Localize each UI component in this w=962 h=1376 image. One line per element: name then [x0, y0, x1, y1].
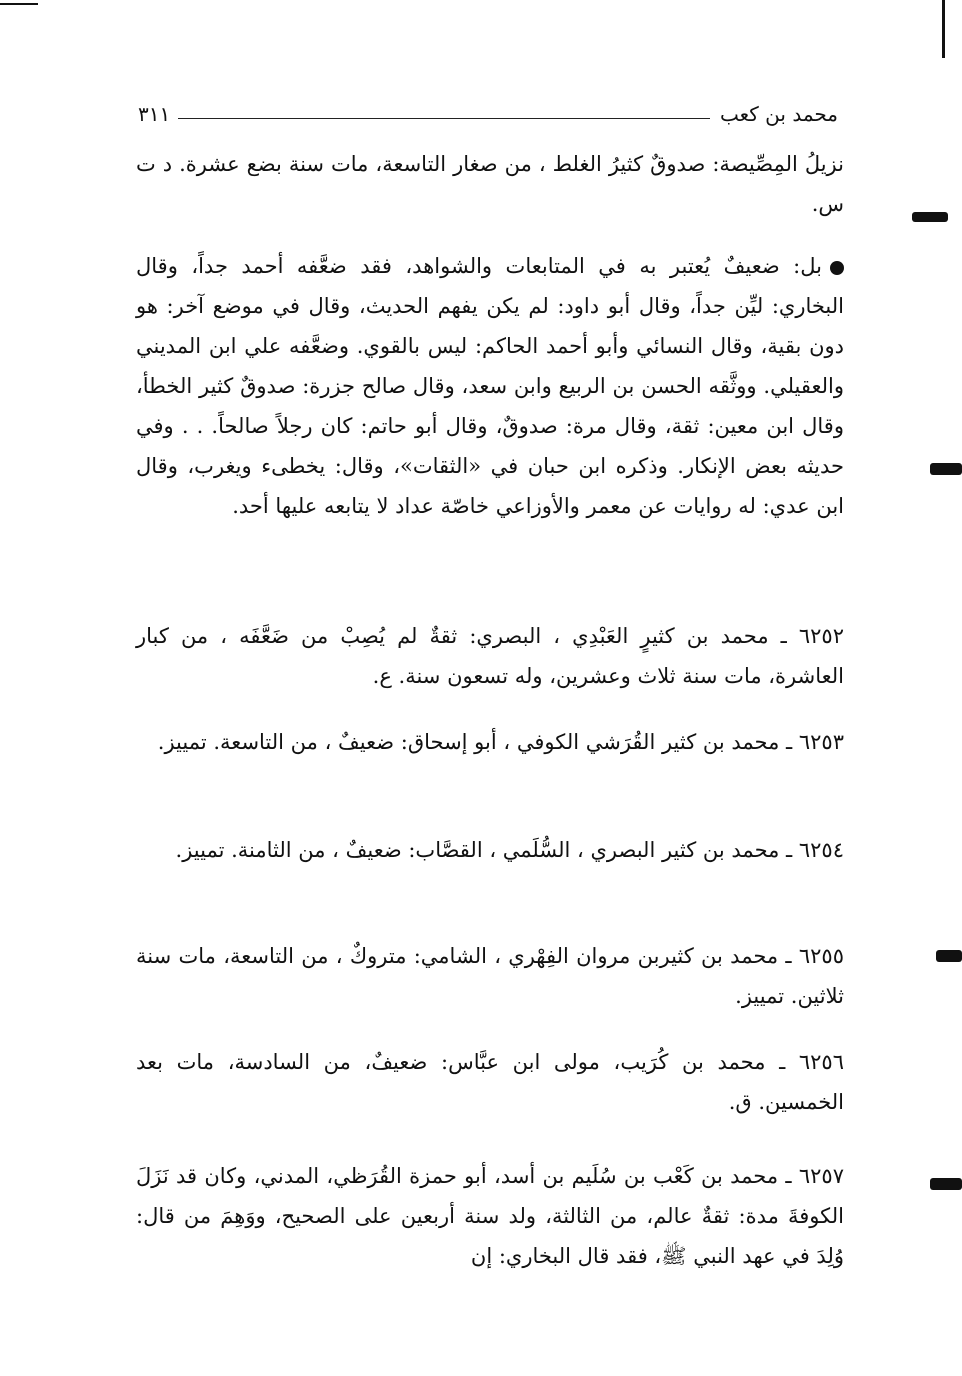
comment-paragraph [136, 246, 844, 526]
entry-6255 [136, 936, 844, 1016]
entry-text: ٦٢٥٣ ـ محمد بن كثير القُرَشي الكوفي ، أبو إسحاق: ضعيفٌ ، من التاسعة. تمييز. [157, 730, 844, 754]
entry-text: ٦٢٥٧ ـ محمد بن كَعْب بن سُلَيم بن أسد، أبو حمزة القُرَظي، المدني، وكان قد نَزَلَ الكوفةَ مدة: ثقةٌ عالم، من الثالثة، ولد سنة أربعين على الصحيح، ووَهِمَ من قال: وُلِدَ في عهد النبي ﷺ، فقد قال البخاري: إن [136, 1164, 844, 1268]
entry-6253 [136, 722, 844, 762]
entry-text: ٦٢٥٤ ـ محمد بن كثير البصري ، السُّلَمي ، القصَّاب: ضعيفٌ ، من الثامنة. تمييز. [175, 838, 844, 862]
entry-6257 [136, 1156, 844, 1276]
entry-6252 [136, 616, 844, 696]
margin-mark [930, 1178, 962, 1190]
margin-mark [912, 212, 948, 222]
page-number: ٣١١ [138, 102, 171, 126]
page-header [138, 96, 838, 126]
paragraph-text: نزيلُ المِصِّيصة: صدوقٌ كثيرُ الغلط ، من صغار التاسعة، مات سنة بضع عشرة. د ت س. [136, 152, 844, 216]
corner-mark-right [942, 0, 945, 58]
running-title: محمد بن كعب [720, 102, 838, 126]
comment-text: بل: ضعيفٌ يُعتبر به في المتابعات والشواهد، فقد ضعَّفه أحمد جداً، وقال البخاري: ليِّن جداً، وقال أبو داود: لم يكن يفهم الحديث، وقال في موضع آخر: هو دون بقية، وقال النسائي وأبو أحمد الحاكم: ليس بالقوي. وضعَّفه علي ابن المديني والعقيلي. ووثَّقه الحسن بن الربيع وابن سعد، وقال صالح جزرة: صدوقٌ كثير الخطأ، وقال ابن معين: ثقة، وقال مرة: صدوقٌ، وقال أبو حاتم: كان رجلاً صالحاً. . . وفي حديثه بعض الإنكار. وذكره ابن حبان في «الثقات»، وقال: يخطىء ويغرب، وقال ابن عدي: له روايات عن معمر والأوزاعي خاصّة عداد لا يتابعه عليها أحد. [136, 254, 844, 518]
paragraph-continuation [136, 144, 844, 224]
bullet-icon [830, 261, 844, 275]
margin-mark [936, 950, 962, 962]
entry-text: ٦٢٥٦ ـ محمد بن كُرَيب، مولى ابن عبَّاس: ضعيفٌ، من السادسة، مات بعد الخمسين. ق. [136, 1050, 844, 1114]
comment-line [136, 246, 844, 526]
header-rule [178, 118, 710, 119]
entry-text: ٦٢٥٢ ـ محمد بن كثيرٍ العَبْدِي ، البصري: ثقةٌ لم يُصِبْ من ضَعَّفَه ، من كبار العاشرة، مات سنة ثلاث وعشرين، وله تسعون سنة. ع. [136, 624, 844, 688]
entry-text: ٦٢٥٥ ـ محمد بن كثيربن مروان الفِهْري ، الشامي: متروكٌ ، من التاسعة، مات سنة ثلاثين. تمييز. [136, 944, 844, 1008]
entry-6256 [136, 1042, 844, 1122]
corner-mark-left [0, 3, 38, 5]
margin-mark [930, 463, 962, 475]
entry-6254 [136, 830, 844, 870]
